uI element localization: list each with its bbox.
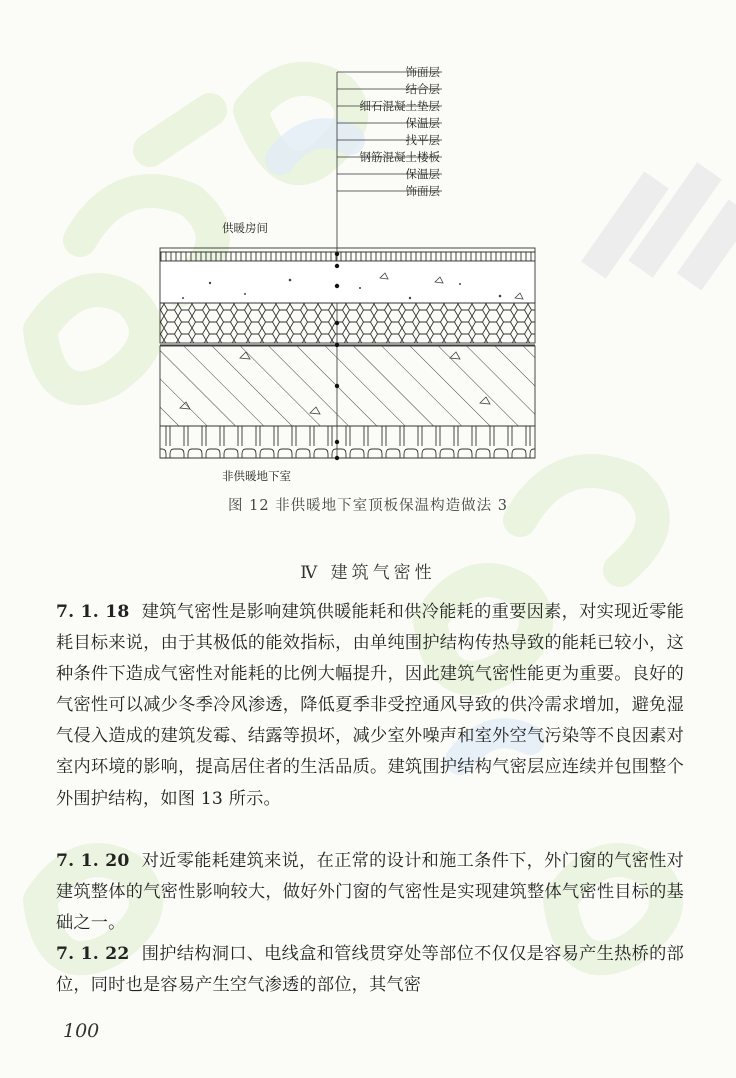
clause-number: 7. 1. 20 — [56, 851, 130, 871]
layer-label-8: 饰面层 — [405, 184, 440, 198]
layer-label-7: 保温层 — [405, 167, 440, 181]
layer-label-3: 细石混凝土垫层 — [359, 99, 440, 113]
heated-room-label: 供暖房间 — [222, 221, 268, 235]
layer-label-4: 保温层 — [405, 116, 440, 130]
clause-7-1-22 — [56, 939, 684, 1001]
clause-number: 7. 1. 18 — [56, 602, 130, 622]
clause-text: 建筑气密性是影响建筑供暖能耗和供冷能耗的重要因素，对实现近零能耗目标来说，由于其极低的能效指标，由单纯围护结构传热导致的能耗已较小，这种条件下造成气密性对能耗的比例大幅提升，因此建筑气密性能更为重要。良好的气密性可以减少冬季冷风渗透，降低夏季非受控通风导致的供冷需求增加，避免湿气侵入造成的建筑发霉、结露等损坏，减少室外噪声和室外空气污染等不良因素对室内环境的影响，提高居住者的生活品质。建筑围护结构气密层应连续并包围整个外围护结构，如图 13 所示。 — [56, 602, 684, 809]
clause-7-1-20 — [56, 846, 684, 939]
page-number: 100 — [63, 1020, 100, 1042]
clause-text: 对近零能耗建筑来说，在正常的设计和施工条件下，外门窗的气密性对建筑整体的气密性影响较大，做好外门窗的气密性是实现建筑整体气密性目标的基础之一。 — [56, 851, 684, 934]
layer-label-5: 找平层 — [405, 133, 440, 147]
clause-number: 7. 1. 22 — [56, 944, 130, 964]
layer-label-2: 结合层 — [405, 82, 440, 96]
section-title: Ⅳ 建筑气密性 — [300, 563, 436, 583]
clause-text: 围护结构洞口、电线盒和管线贯穿处等部位不仅仅是容易产生热桥的部位，同时也是容易产生空气渗透的部位，其气密 — [56, 944, 684, 996]
construction-figure — [150, 58, 550, 488]
layer-label-6: 钢筋混凝土楼板 — [359, 150, 440, 164]
clause-7-1-18 — [56, 597, 684, 815]
unheated-basement-label: 非供暖地下室 — [222, 469, 291, 483]
figure-caption: 图 12 非供暖地下室顶板保温构造做法 3 — [227, 498, 508, 514]
layer-label-1: 饰面层 — [405, 65, 440, 79]
